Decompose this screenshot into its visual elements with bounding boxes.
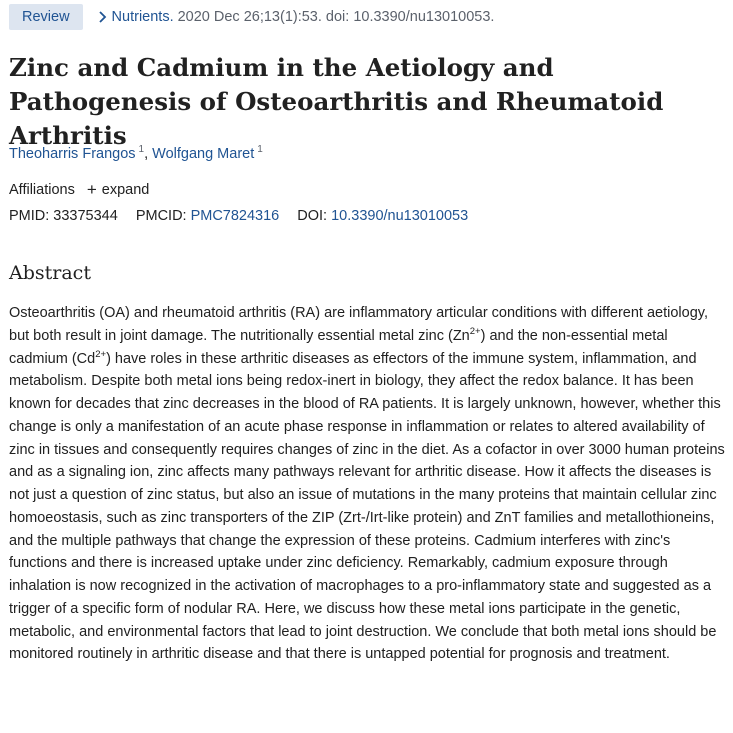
affiliations-label: Affiliations xyxy=(9,181,75,198)
abstract-text xyxy=(9,302,727,666)
article-type-badge: Review xyxy=(9,4,83,30)
expand-label: expand xyxy=(101,181,150,198)
doi-label: DOI: xyxy=(297,208,328,224)
citation xyxy=(97,9,495,25)
affiliations-toggle[interactable] xyxy=(9,181,149,198)
abstract-superscript: 2+ xyxy=(469,325,481,337)
journal-link[interactable]: Nutrients. xyxy=(111,9,174,25)
pmid-label: PMID: xyxy=(9,208,50,224)
abstract-superscript: 2+ xyxy=(95,348,107,360)
author-affiliation-number[interactable]: 1 xyxy=(138,144,145,155)
abstract-segment: ) and the non-essential metal cadmium (Cd xyxy=(9,327,668,367)
citation-details: 2020 Dec 26;13(1):53. doi: 10.3390/nu13010053. xyxy=(177,9,495,25)
author-list xyxy=(9,144,263,162)
identifiers xyxy=(9,208,468,224)
abstract-segment: Osteoarthritis (OA) and rheumatoid arthritis (RA) are inflammatory articular conditions with different aetiology, but both result in joint damage. The nutritionally essential metal zinc (Zn xyxy=(9,305,708,344)
pmid-value: 33375344 xyxy=(53,208,118,224)
plus-icon: + xyxy=(86,180,97,199)
citation-bar xyxy=(9,4,494,30)
pmcid-label: PMCID: xyxy=(135,208,187,224)
chevron-right-icon xyxy=(97,10,108,24)
abstract-segment: ) have roles in these arthritic diseases as effectors of the immune system, inflammation, and metabolism. Despite both metal ions being redox-inert in biology, they affect the redox balance. It has been known for decades that zinc decreases in the blood of RA patients. It is largely unknown, however, whether this change is only a manifestation of an acute phase response in inflammation or relates to altered availability of zinc in tissues and consequently requires changes of zinc in the diet. As a cofactor in over 3000 human proteins and as a signaling ion, zinc affects many pathways relevant for arthritic disease. How it affects the diseases is not just a question of zinc status, but also an issue of mutations in the many proteins that maintain cellular zinc homoeostasis, such as zinc transporters of the ZIP (Zrt-/Irt-like protein) and ZnT families and metallothioneins, and the multiple pathways that change the expression of these proteins. Cadmium interferes with zinc's functions and there is increased uptake under zinc deficiency. Remarkably, cadmium exposure through inhalation is now recognized in the activation of macrophages to a pro-inflammatory state and suggested as a trigger of a specific form of nodular RA. Here, we discuss how these metal ions participate in the genetic, metabolic, and environmental factors that lead to joint destruction. We conclude that both metal ions should be monitored routinely in arthritic disease and that there is untapped potential for prognosis and treatment. xyxy=(9,350,725,663)
author-link[interactable]: Theoharris Frangos xyxy=(9,145,136,162)
author-affiliation-number[interactable]: 1 xyxy=(257,144,263,155)
author-link[interactable]: Wolfgang Maret xyxy=(152,145,255,162)
author-separator: , xyxy=(144,145,153,162)
pmcid-link[interactable]: PMC7824316 xyxy=(190,208,280,224)
doi-link[interactable]: 10.3390/nu13010053 xyxy=(331,208,469,224)
article-title: Zinc and Cadmium in the Aetiology and Pathogenesis of Osteoarthritis and Rheumatoid Arthritis xyxy=(9,53,664,150)
abstract-heading: Abstract xyxy=(9,262,91,284)
